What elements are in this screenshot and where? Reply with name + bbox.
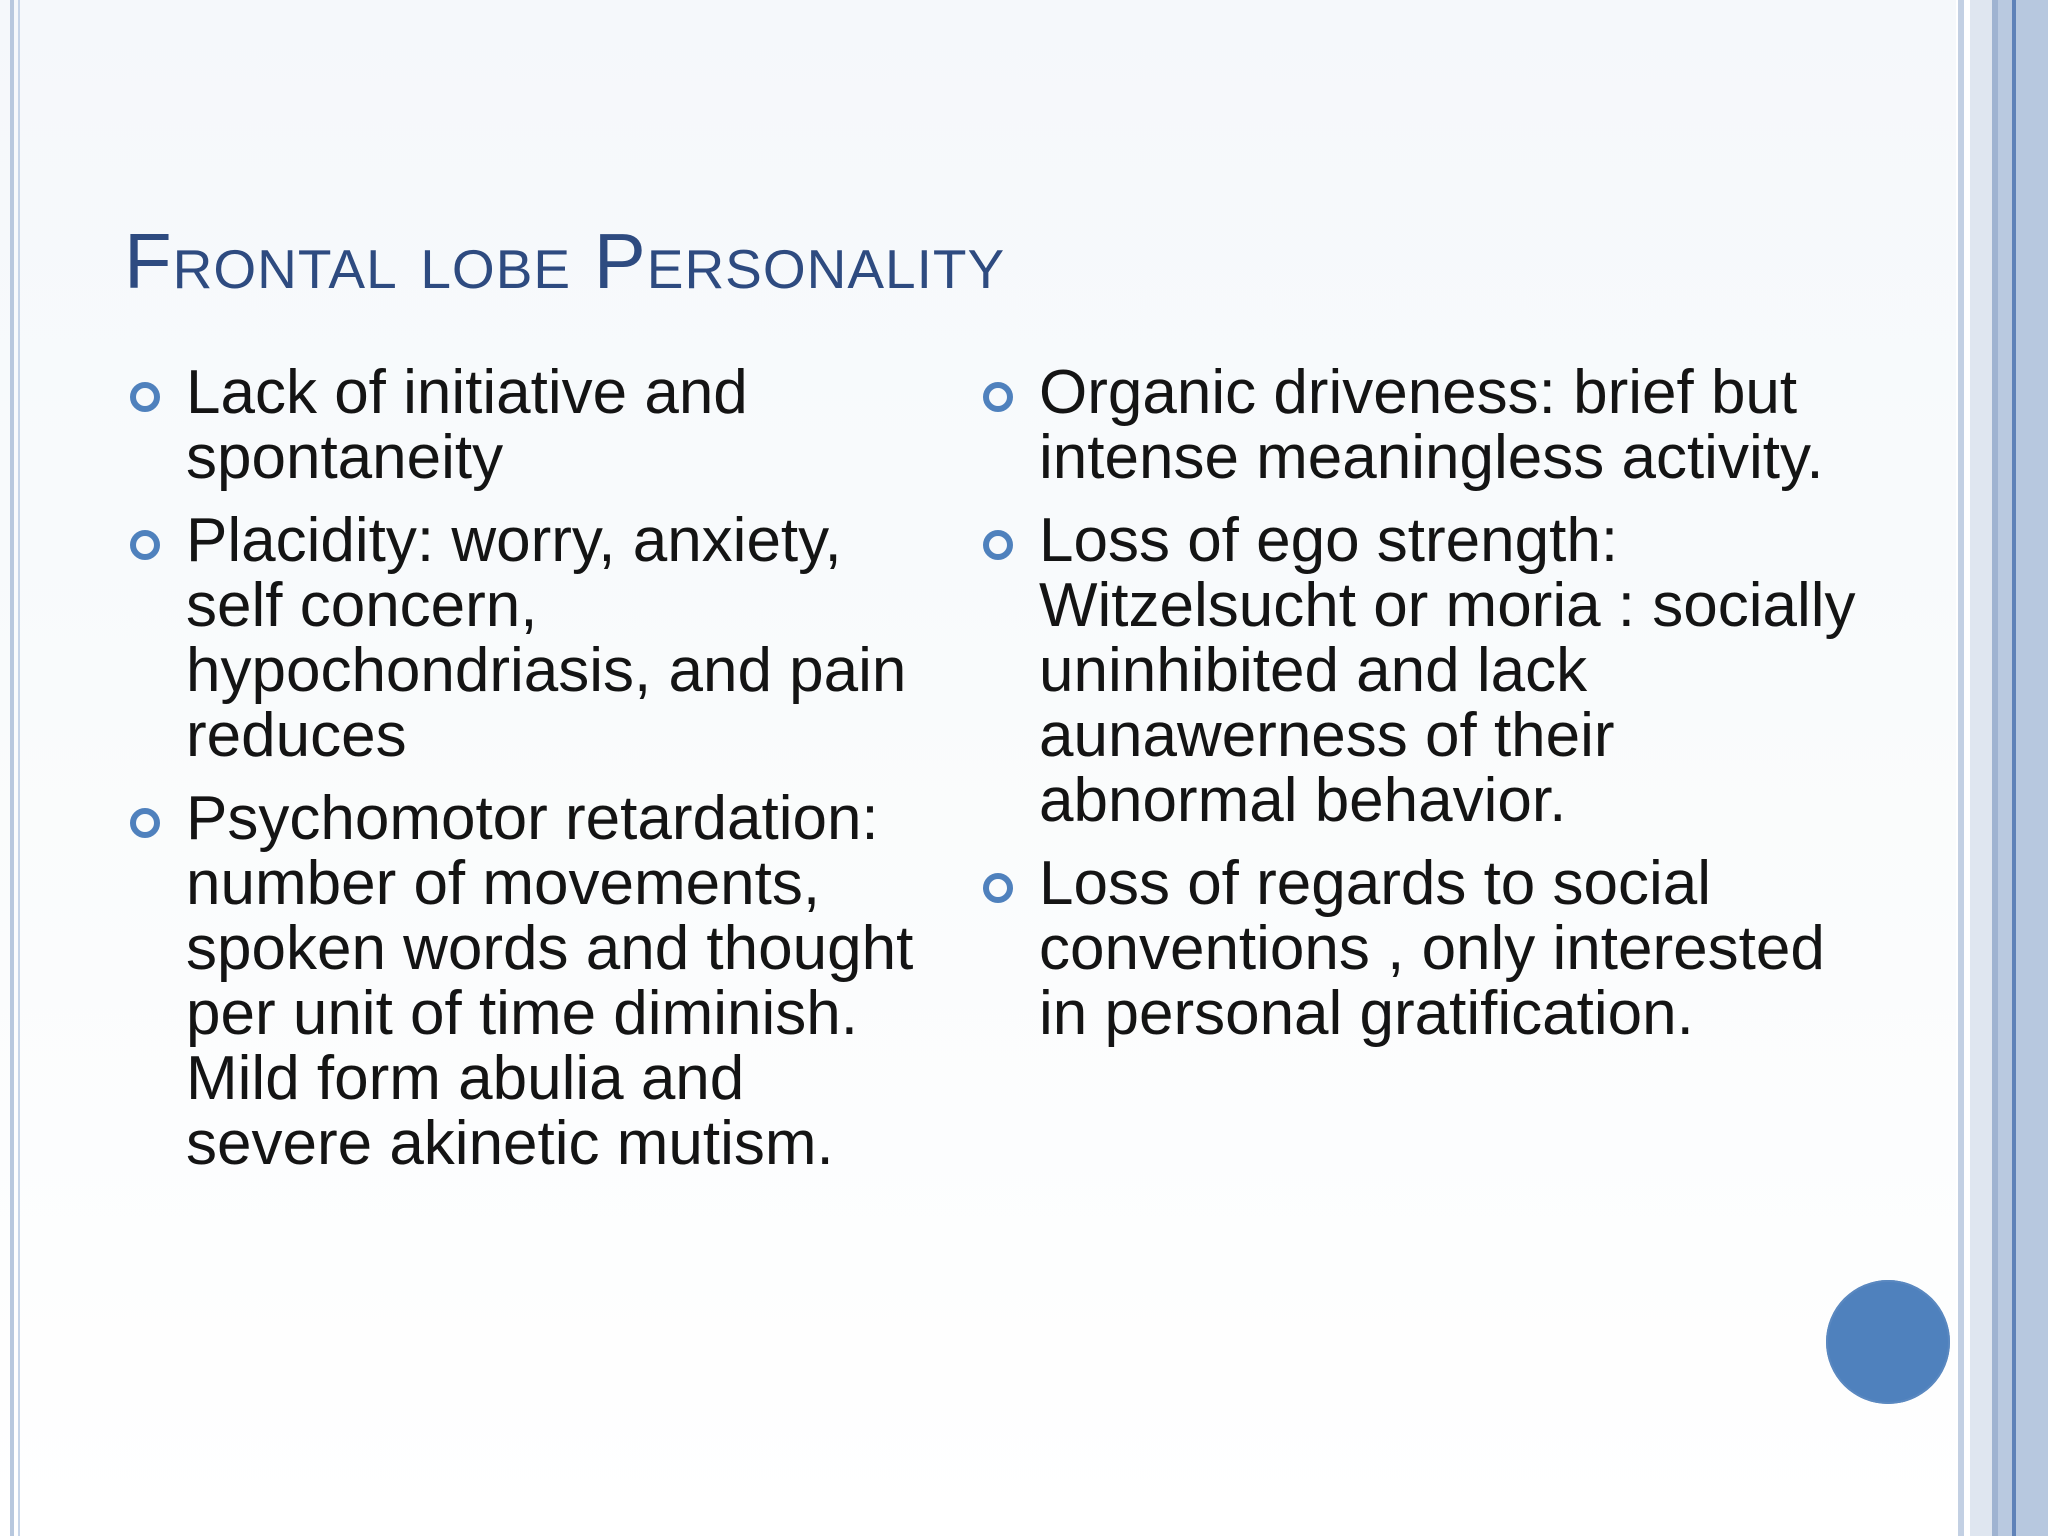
right-stripe-1 <box>1958 0 1964 1536</box>
slide-title: Frontal lobe Personality <box>124 217 1006 305</box>
bullet-text: Lack of initiative and spontaneity <box>186 358 748 492</box>
list-item <box>983 508 1863 833</box>
bullet-text: Loss of ego strength: Witzelsucht or moria : socially uninhibited and lack aunawerness of their abnormal behavior. <box>1039 506 1856 835</box>
ring-bullet-icon <box>983 382 1013 412</box>
ring-bullet-icon <box>130 808 160 838</box>
bullet-text: Psychomotor retardation: number of movements, spoken words and thought per unit of time diminish. Mild form abulia and severe akinetic mutism. <box>186 784 914 1178</box>
list-item <box>983 851 1863 1046</box>
list-item <box>130 360 930 490</box>
right-stripe-6 <box>2016 0 2048 1536</box>
right-stripe-2 <box>1970 0 1992 1536</box>
decorative-circle <box>1826 1280 1950 1404</box>
bullet-text: Organic driveness: brief but intense meaningless activity. <box>1039 358 1824 492</box>
ring-bullet-icon <box>130 530 160 560</box>
bullet-text: Placidity: worry, anxiety, self concern, hypochondriasis, and pain reduces <box>186 506 907 770</box>
left-bullet-list <box>130 360 930 1194</box>
ring-bullet-icon <box>983 530 1013 560</box>
list-item <box>983 360 1863 490</box>
list-item <box>130 786 930 1176</box>
left-border-line <box>10 0 14 1536</box>
ring-bullet-icon <box>130 382 160 412</box>
right-bullet-list <box>983 360 1863 1064</box>
list-item <box>130 508 930 768</box>
right-stripe-4 <box>1998 0 2012 1536</box>
bullet-text: Loss of regards to social conventions , only interested in personal gratification. <box>1039 849 1825 1048</box>
ring-bullet-icon <box>983 873 1013 903</box>
left-border-line-inner <box>18 0 20 1536</box>
